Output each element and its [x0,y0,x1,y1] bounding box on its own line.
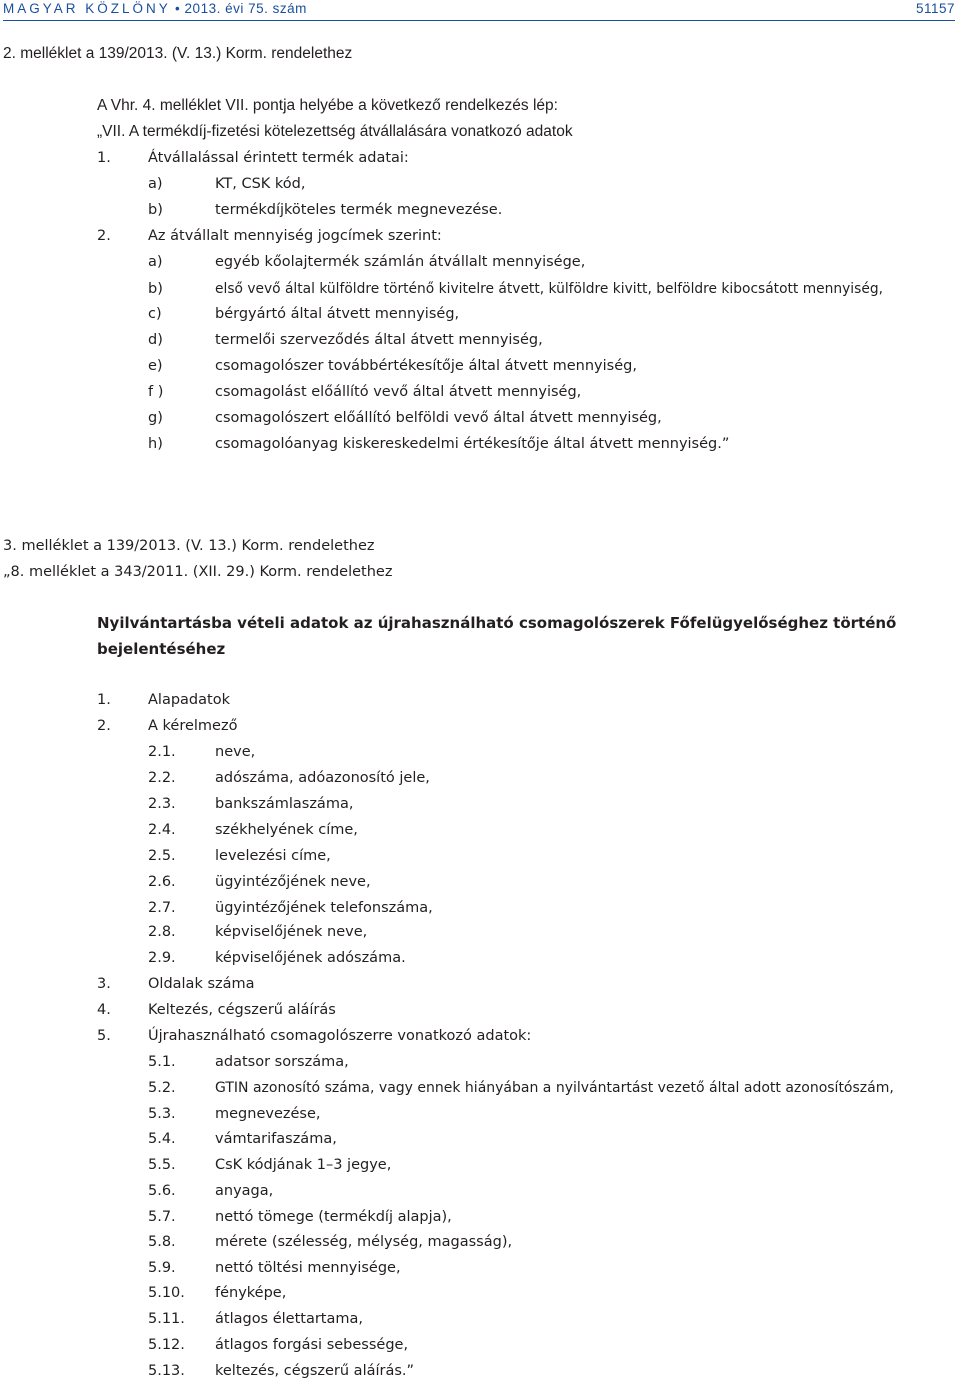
list-number: 4. [97,1002,111,1018]
sub-item: adatsor sorszáma, [215,1054,349,1070]
sub-number: 2.6. [148,874,176,890]
sub-label: g) [148,410,163,426]
list-number: 2. [97,228,111,244]
sub-item: székhelyének címe, [215,822,358,838]
annex3-subtitle: „8. melléklet a 343/2011. (XII. 29.) Korm. rendelethez [3,564,393,580]
sub-number: 2.9. [148,950,176,966]
sub-item: csomagolószert előállító belföldi vevő által átvett mennyiség, [215,410,662,426]
sub-item: megnevezése, [215,1106,321,1122]
sub-item: átlagos forgási sebessége, [215,1337,409,1353]
sub-item: mérete (szélesség, mélység, magasság), [215,1234,513,1250]
sub-number: 5.10. [148,1285,185,1301]
page-number: 51157 [915,1,955,16]
sub-item: levelezési címe, [215,848,331,864]
sub-label: h) [148,436,163,452]
header-left [3,1,307,16]
sub-item: nettó tömege (termékdíj alapja), [215,1209,452,1225]
list-number: 3. [97,976,111,992]
sub-number: 5.5. [148,1157,176,1173]
sub-item: fényképe, [215,1285,287,1301]
sub-label: b) [148,281,163,297]
sub-item: neve, [215,744,256,760]
list-number: 2. [97,718,111,734]
sub-number: 2.2. [148,770,176,786]
journal-name: MAGYAR KÖZLÖNY [3,1,171,16]
issue-label: 2013. évi 75. szám [184,1,307,16]
sub-item: egyéb kőolajtermék számlán átvállalt mennyisége, [215,254,586,270]
sub-number: 2.5. [148,848,176,864]
sub-label: b) [148,202,163,218]
sub-item: ügyintézőjének neve, [215,874,371,890]
sub-number: 2.8. [148,924,176,940]
sub-number: 5.3. [148,1106,176,1122]
sub-item: képviselőjének neve, [215,924,368,940]
sub-number: 5.1. [148,1054,176,1070]
sub-item: termelői szerveződés által átvett mennyiség, [215,332,543,348]
sub-number: 5.8. [148,1234,176,1250]
list-item: Átvállalással érintett termék adatai: [148,150,409,166]
list-item: Oldalak száma [148,976,255,992]
annex2-heading: „VII. A termékdíj-fizetési kötelezettség átvállalására vonatkozó adatok [97,123,573,140]
list-item: Újrahasználható csomagolószerre vonatkozó adatok: [148,1028,532,1044]
annex3-heading-line2: bejelentéséhez [97,640,226,658]
sub-number: 5.11. [148,1311,185,1327]
annex2-intro: A Vhr. 4. melléklet VII. pontja helyébe a következő rendelkezés lép: [97,97,558,114]
sub-item: képviselőjének adószáma. [215,950,406,966]
sub-number: 2.1. [148,744,176,760]
sub-number: 5.4. [148,1131,176,1147]
sub-item: ügyintézőjének telefonszáma, [215,900,433,916]
sub-number: 5.6. [148,1183,176,1199]
sub-label: a) [148,176,163,192]
header-rule [3,20,955,21]
header-bullet: • [175,1,181,16]
sub-item: átlagos élettartama, [215,1311,364,1327]
sub-item: vámtarifaszáma, [215,1131,337,1147]
sub-label: f ) [148,384,164,400]
sub-item: csomagolóanyag kiskereskedelmi értékesítője által átvett mennyiség.” [215,436,730,452]
annex3-heading-line1: Nyilvántartásba vételi adatok az újrahasználható csomagolószerek Főfelügyelőséghez történő [97,614,897,632]
sub-number: 5.12. [148,1337,185,1353]
sub-item: KT, CSK kód, [215,176,306,192]
sub-item: nettó töltési mennyisége, [215,1260,401,1276]
sub-item: csomagolószer továbbértékesítője által átvett mennyiség, [215,358,637,374]
sub-item: csomagolást előállító vevő által átvett mennyiség, [215,384,582,400]
sub-item: bankszámlaszáma, [215,796,354,812]
list-number: 5. [97,1028,111,1044]
sub-label: d) [148,332,163,348]
page-header [3,1,955,21]
sub-number: 2.3. [148,796,176,812]
sub-item: bérgyártó által átvett mennyiség, [215,306,460,322]
sub-item: keltezés, cégszerű aláírás.” [215,1363,415,1379]
sub-number: 2.4. [148,822,176,838]
sub-item: első vevő által külföldre történő kivitelre átvett, külföldre kivitt, belföldre kibocsátott mennyiség, [215,281,883,297]
list-item: Alapadatok [148,692,230,708]
annex2-title: 2. melléklet a 139/2013. (V. 13.) Korm. rendelethez [3,45,353,62]
sub-item: GTIN azonosító száma, vagy ennek hiányában a nyilvántartást vezető által adott azonosítószám, [215,1080,894,1096]
list-number: 1. [97,692,111,708]
sub-number: 5.9. [148,1260,176,1276]
sub-label: e) [148,358,163,374]
sub-number: 5.7. [148,1209,176,1225]
list-item: Keltezés, cégszerű aláírás [148,1002,336,1018]
sub-item: CsK kódjának 1–3 jegye, [215,1157,392,1173]
sub-number: 5.13. [148,1363,185,1379]
list-number: 1. [97,150,111,166]
sub-item: adószáma, adóazonosító jele, [215,770,430,786]
list-item: A kérelmező [148,718,238,734]
sub-number: 2.7. [148,900,176,916]
sub-item: termékdíjköteles termék megnevezése. [215,202,503,218]
list-item: Az átvállalt mennyiség jogcímek szerint: [148,228,442,244]
sub-label: a) [148,254,163,270]
sub-item: anyaga, [215,1183,274,1199]
sub-number: 5.2. [148,1080,176,1096]
annex3-title: 3. melléklet a 139/2013. (V. 13.) Korm. rendelethez [3,538,375,554]
sub-label: c) [148,306,162,322]
